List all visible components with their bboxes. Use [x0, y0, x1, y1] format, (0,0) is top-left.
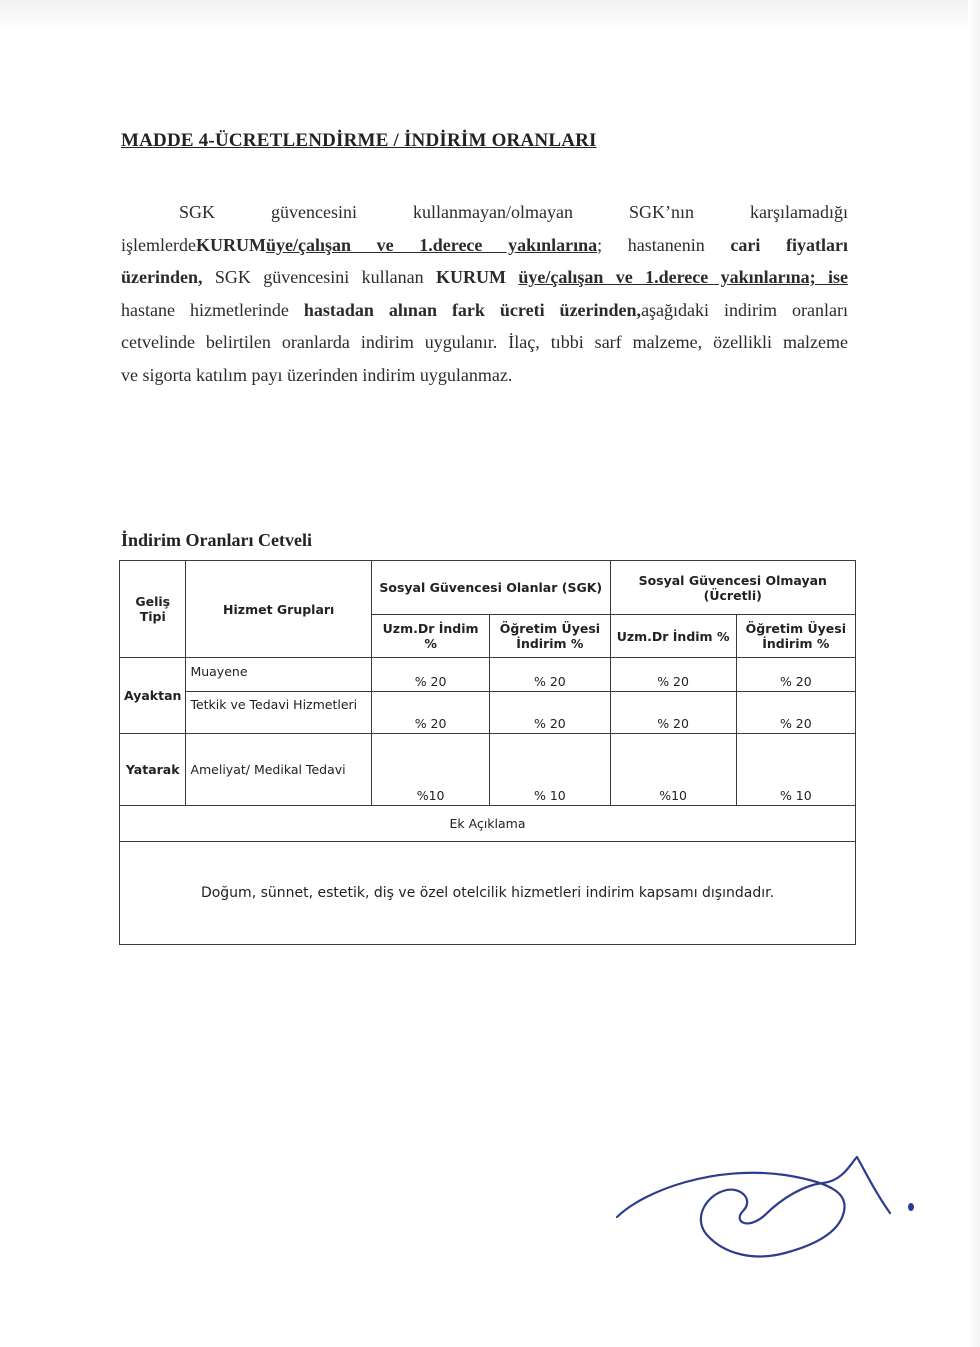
table-row — [120, 734, 856, 806]
gelis-ayaktan: Ayaktan — [120, 658, 186, 734]
para-line-2: işlemlerdeKURUMüye/çalışan ve 1.derece yakınlarına; hastanenin cari fiyatları — [121, 234, 848, 255]
rate-cell: % 20 — [371, 658, 489, 692]
rate-cell: % 20 — [736, 658, 855, 692]
table-row — [120, 658, 856, 692]
para-line-5: cetvelinde belirtilen oranlarda indirim uygulanır. İlaç, tıbbi sarf malzeme, özellikli malzeme — [121, 332, 848, 352]
para-line-4: hastane hizmetlerinde hastadan alınan fark ücreti üzerinden,aşağıdaki indirim oranları — [121, 299, 848, 320]
hizmet-grubu: Tetkik ve Tedavi Hizmetleri — [186, 692, 372, 734]
subheader-sgk-uzm: Uzm.Dr İndim % — [371, 615, 489, 658]
subheader-ucretli-uzm: Uzm.Dr İndim % — [610, 615, 736, 658]
rate-cell: % 20 — [736, 692, 855, 734]
rate-cell: % 20 — [371, 692, 489, 734]
ek-aciklama-label: Ek Açıklama — [120, 806, 856, 842]
hizmet-grubu: Muayene — [186, 658, 372, 692]
article-heading: MADDE 4-ÜCRETLENDİRME / İNDİRİM ORANLARI — [121, 130, 597, 151]
table-row — [120, 692, 856, 734]
ek-aciklama-text-row — [120, 842, 856, 945]
rate-cell: %10 — [371, 734, 489, 806]
subheader-ucretli-ogretim: Öğretim Üyesi İndirim % — [736, 615, 855, 658]
rate-cell: % 20 — [610, 658, 736, 692]
scan-right-edge — [968, 0, 980, 1347]
article-paragraph — [121, 196, 848, 391]
signature-graphic — [605, 1135, 935, 1285]
rate-cell: % 10 — [490, 734, 610, 806]
scan-top-edge — [0, 0, 980, 30]
para-line-1: SGK güvencesini kullanmayan/olmayan SGK’nın karşılamadığı — [179, 202, 849, 222]
table-header-row — [120, 561, 856, 615]
ek-aciklama-text: Doğum, sünnet, estetik, diş ve özel otelcilik hizmetleri indirim kapsamı dışındadır. — [120, 842, 856, 945]
para-line-3: üzerinden, SGK güvencesini kullanan KURUM üye/çalışan ve 1.derece yakınlarına; ise — [121, 267, 848, 287]
rate-cell: % 20 — [490, 692, 610, 734]
ek-aciklama-row — [120, 806, 856, 842]
rate-cell: % 20 — [610, 692, 736, 734]
header-sgk: Sosyal Güvencesi Olanlar (SGK) — [371, 561, 610, 615]
header-hizmet-gruplari: Hizmet Grupları — [186, 561, 372, 658]
header-ucretli: Sosyal Güvencesi Olmayan (Ücretli) — [610, 561, 855, 615]
subheader-sgk-ogretim: Öğretim Üyesi İndirim % — [490, 615, 610, 658]
discount-rates-table — [119, 560, 856, 945]
hizmet-grubu: Ameliyat/ Medikal Tedavi — [186, 734, 372, 806]
header-gelis-tipi: Geliş Tipi — [120, 561, 186, 658]
rate-cell: % 20 — [490, 658, 610, 692]
gelis-yatarak: Yatarak — [120, 734, 186, 806]
table-title: İndirim Oranları Cetveli — [121, 530, 312, 550]
rate-cell: %10 — [610, 734, 736, 806]
rate-cell: % 10 — [736, 734, 855, 806]
para-line-6: ve sigorta katılım payı üzerinden indirim uygulanmaz. — [121, 364, 513, 385]
